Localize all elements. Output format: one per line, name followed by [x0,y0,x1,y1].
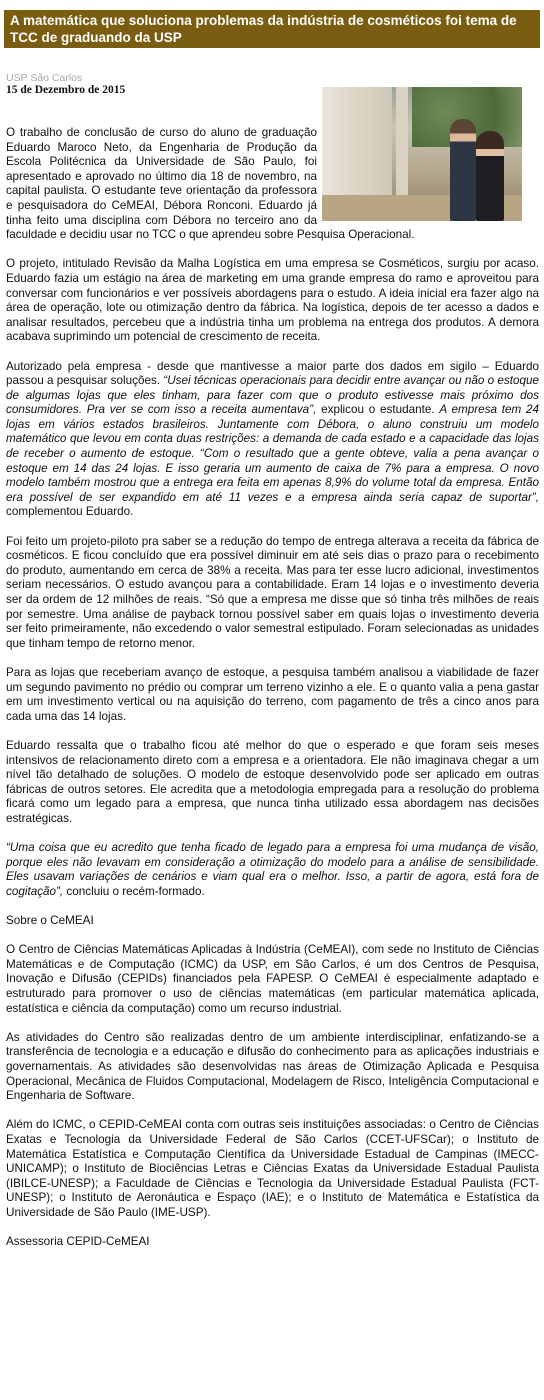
article-credit: Assessoria CEPID-CeMEAI [6,1235,150,1249]
paragraph-9: As atividades do Centro são realizadas dentro de um ambiente interdisciplinar, enfatizando-se a transferência de tecnologia e a educação e difusão do conhecimento para as aplicações industriais e governamentais. As atividades são desenvolvidas nas áreas de Otimização Aplicada e Pesquisa Operacional, Mecânica de Fluidos Computacional, Modelagem de Risco, Inteligência Computacional e Engenharia de Software. [6,1030,539,1103]
paragraph-8: O Centro de Ciências Matemáticas Aplicadas à Indústria (CeMEAI), com sede no Instituto de Ciências Matemáticas e de Computação (ICMC) da USP, em São Carlos, é um dos Centros de Pesquisa, Inovação e Difusão (CEPIDs) financiados pela FAPESP. O CeMEAI é especialmente adaptado e estruturado para promover o uso de ciências matemáticas (em particular matemática aplicada, estatística e ciência da computação) como um recurso industrial. [6,943,539,1015]
paragraph-7: “Uma coisa que eu acredito que tenha ficado de legado para a empresa foi uma mudança de visão, porque eles não levavam em consideração a otimização do modelo para a análise de sensibilidade. Eles usavam variações de cenários e viam qual era o melhor. Isso, a partir de agora, está fora de cogitação”, concluiu o recém-formado. [6,841,539,898]
section-heading: Sobre o CeMEAI [6,914,94,928]
article-title: A matemática que soluciona problemas da indústria de cosméticos foi tema de TCC de graduando da USP [4,10,540,48]
paragraph-6: Eduardo ressalta que o trabalho ficou até melhor do que o esperado e que foram seis meses intensivos de relacionamento direto com a empresa e a orientadora. Ele não imaginava chegar a um nível tão detalhado de soluções. O modelo de estoque desenvolvido pode ser aplicado em outras fábricas de outros setores. Ele acredita que a metodologia empregada para a resolução do problema ficará como um legado para a empresa, que nunca tinha utilizado essa abordagem nas decisões estratégicas. [6,738,539,825]
paragraph-2: O projeto, intitulado Revisão da Malha Logística em uma empresa se Cosméticos, surgiu por acaso. Eduardo fazia um estágio na área de marketing em uma grande empresa do ramo e aproveitou para conversar com funcionários e ver possíveis abordagens para o estudo. A ideia inicial era fazer algo na área de operação, lote ou otimização dentro da fábrica. Na logística, depois de ter acesso a dados e analisar resultados, percebeu que a indústria tinha um problema na entrega dos produtos. A demora acabava suprimindo um potencial de crescimento de receita. [6,257,539,344]
article-source: USP São Carlos [6,72,83,84]
article-body [6,120,539,1264]
paragraph-5: Para as lojas que receberiam avanço de estoque, a pesquisa também analisou a viabilidade de fazer um segundo pavimento no prédio ou comprar um terreno vizinho a ele. E o quanto valia a pena gastar em um investimento vertical ou na aquisição do terreno, com pagamento de três a cinco anos para cada uma das 14 lojas. [6,665,539,723]
paragraph-1: O trabalho de conclusão de curso do aluno de graduação Eduardo Maroco Neto, da Engenharia de Produção da Escola Politécnica da Universidade de São Paulo, foi apresentado e aprovado no último dia 18 de novembro, na capital paulista. O estudante teve orientação da professora e pesquisadora do CeMEAI, Débora Ronconi. Eduardo já tinha feito uma disciplina com Débora no terceiro ano da faculdade e decidiu usar no TCC o que aprendeu sobre Pesquisa Operacional. [6,126,415,242]
article-date: 15 de Dezembro de 2015 [6,84,126,96]
paragraph-10: Além do ICMC, o CEPID-CeMEAI conta com outras seis instituições associadas: o Centro de Ciências Exatas e Tecnologia da Universidade Federal de São Carlos (CCET-UFSCar); o Instituto de Matemática Estatística e Computação Científica da Universidade Estadual de Campinas (IMECC-UNICAMP); o Instituto de Biociências Letras e Ciências Exatas da Universidade Estadual Paulista (IBILCE-UNESP); a Faculdade de Ciências e Tecnologia da Universidade Estadual Paulista (FCT-UNESP); o Instituto de Aeronáutica e Espaço (IAE); e o Instituto de Matemática e Estatística da Universidade de São Paulo (IME-USP). [6,1118,539,1219]
paragraph-4: Foi feito um projeto-piloto pra saber se a redução do tempo de entrega alterava a receita da fábrica de cosméticos. E ficou concluído que era possível diminuir em até seis dias o prazo para o recebimento do produto, aumentando em cerca de 38% a receita. Mas para ter esse lucro adicional, investimentos seriam necessários. O estudo avançou para a contabilidade. Eram 14 lojas e o investimento deveria ser da ordem de 12 milhões de reais. “Só que a empresa me disse que só tinha três milhões de reais por semestre. Uma análise de payback tornou possível saber em quais lojas o investimento deveria ser feito primeiramente, não excedendo o valor semestral estipulado. Foram selecionadas as unidades que tinham tempo de retorno menor. [6,534,539,650]
paragraph-3: Autorizado pela empresa - desde que mantivesse a maior parte dos dados em sigilo – Eduardo passou a pesquisar soluções. “Usei técnicas operacionais para decidir entre avançar ou não o estoque de algumas lojas que eles tinham, para fazer com que o produto estivesse mais próximo dos consumidores. Pra ver se com isso a receita aumentava”, explicou o estudante. A empresa tem 24 lojas em vários estados brasileiros. Juntamente com Débora, o aluno construiu um modelo matemático que levou em conta duas restrições: a demanda de cada estado e a capacidade das lojas de receber o aumento de estoque. “Com o resultado que a gente obteve, valia a pena avançar o estoque em 14 das 24 lojas. E isso geraria um aumento de caixa de 7% para a empresa. O novo modelo também mostrou que a entrega era feita em apenas 8,9% do volume total da empresa. Então era possível de ser expandido em até 11 vezes e a empresa ainda seria capaz de suportar”, complementou Eduardo. [6,359,539,519]
